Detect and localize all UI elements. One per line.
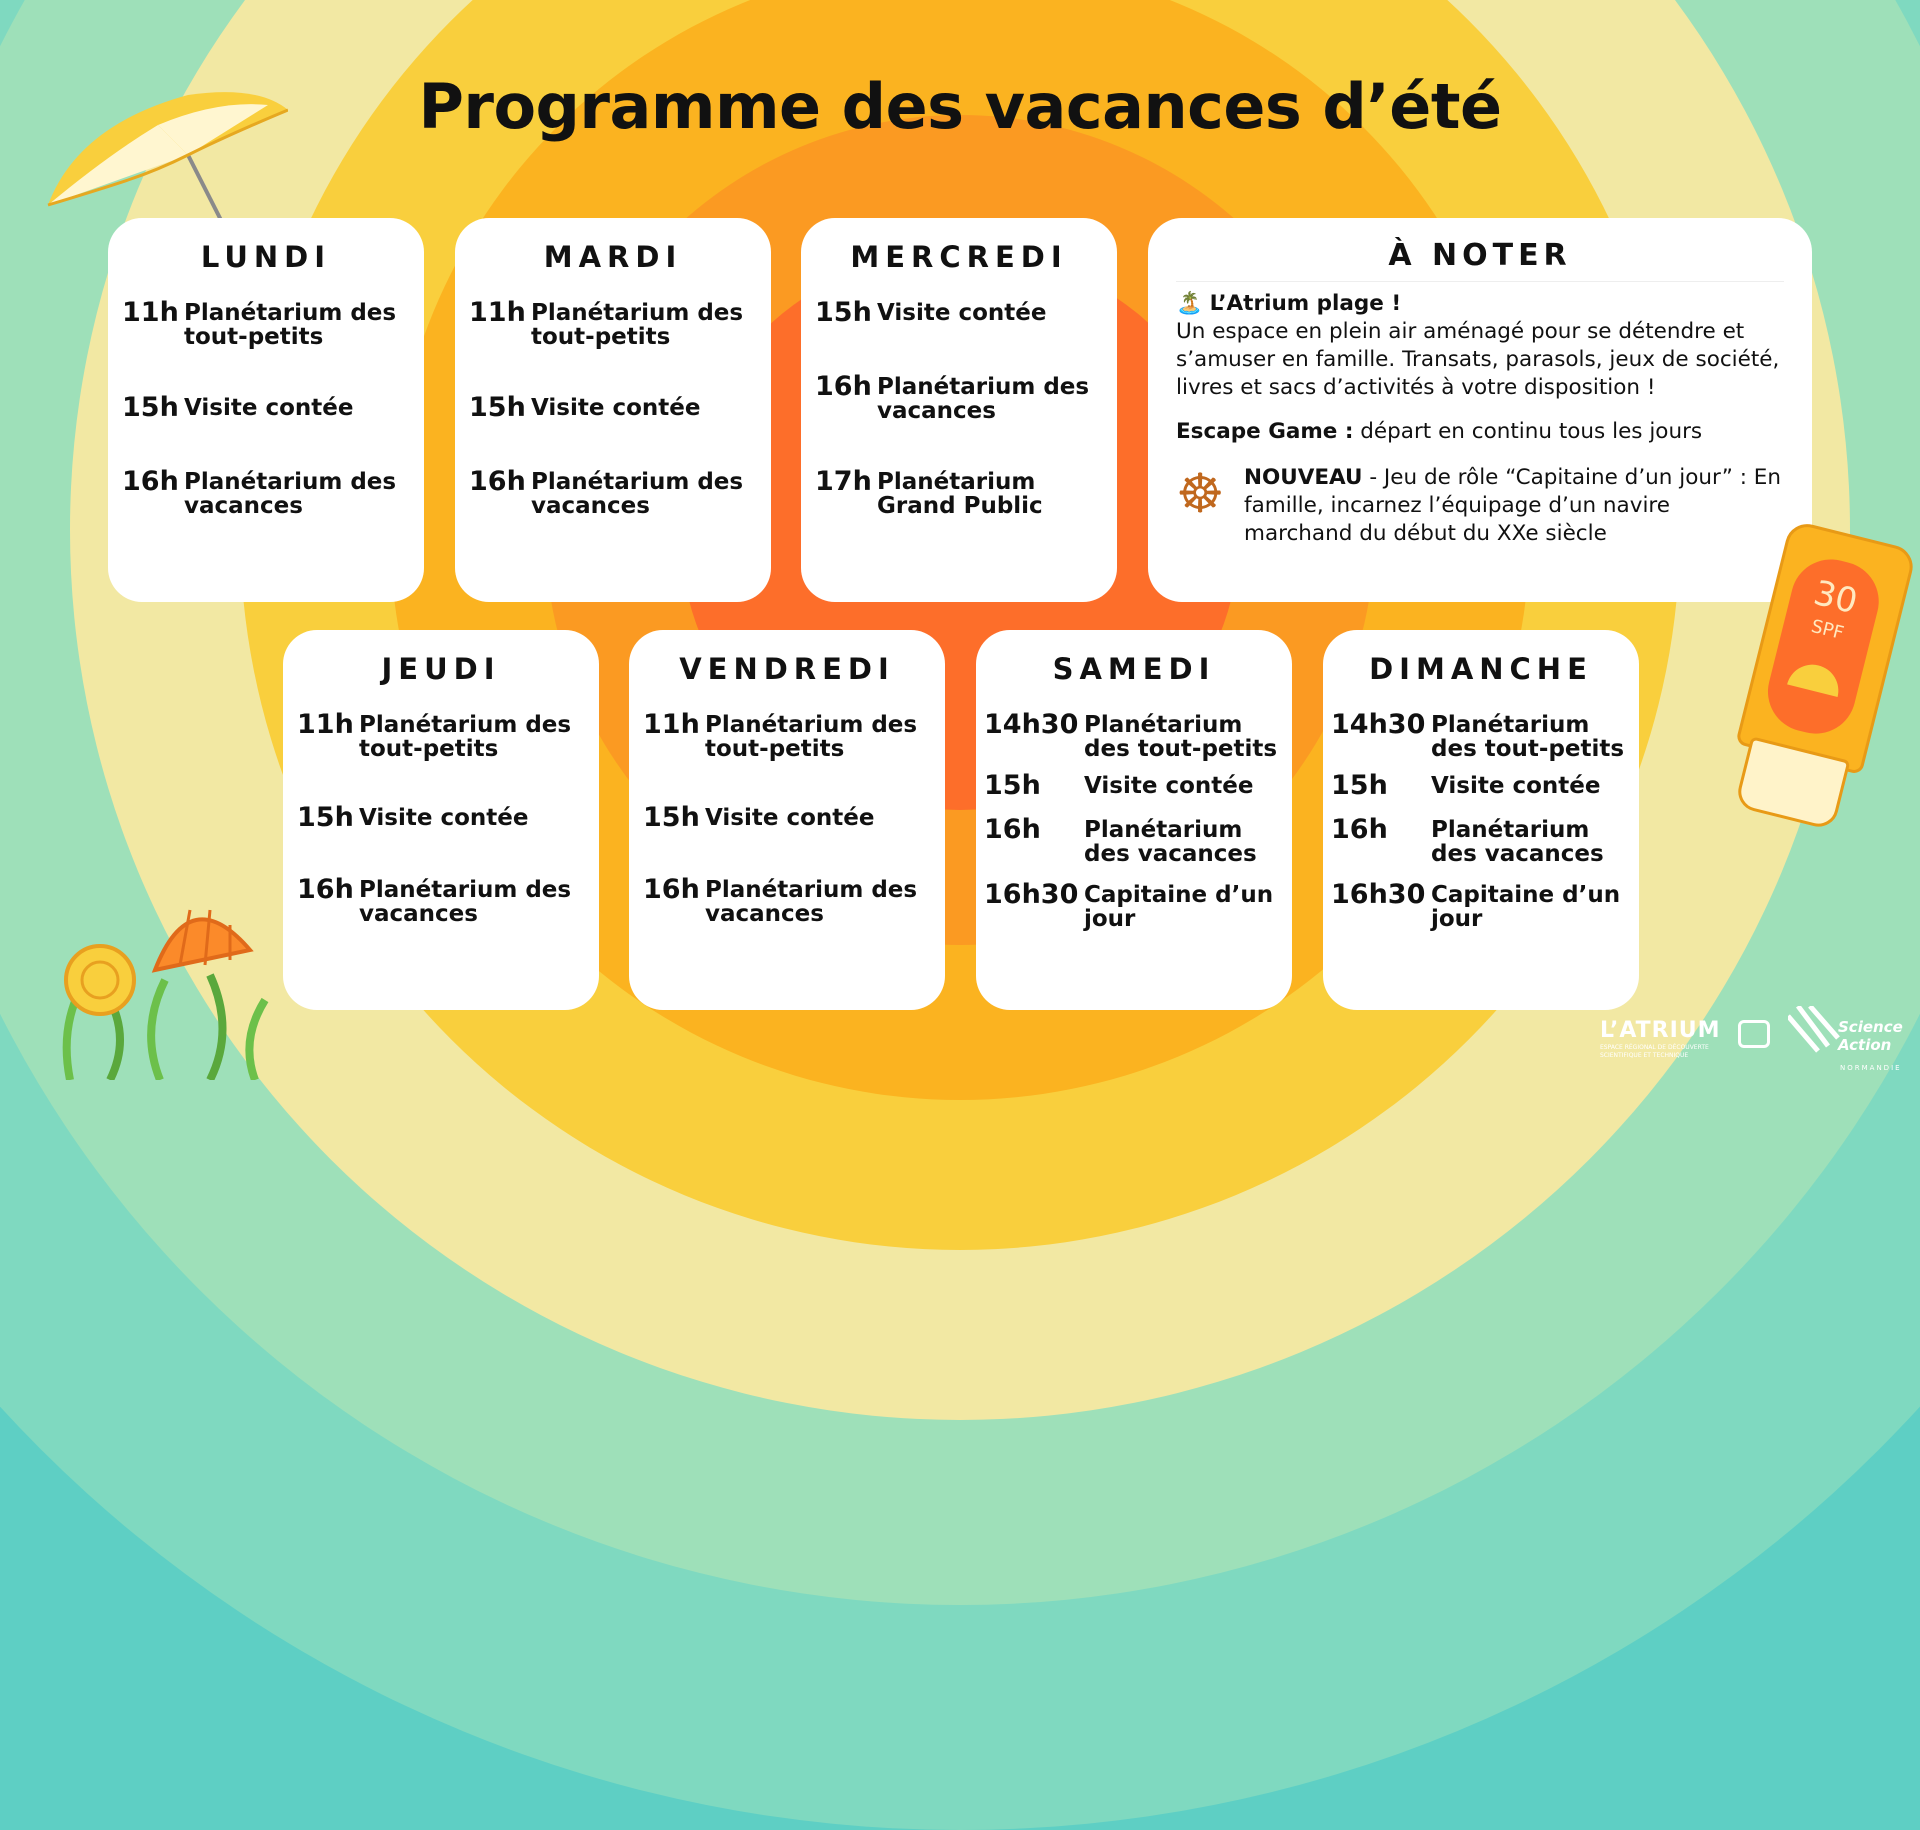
ship-wheel-icon: ☸ [1176,462,1225,525]
slot-activity: Planétarium des tout-petits [359,712,572,762]
schedule-row [984,771,1284,801]
island-icon: 🏝️ [1176,291,1203,316]
schedule-row [469,393,757,423]
schedule-row [122,393,410,423]
slot-activity: Visite contée [877,300,1047,326]
day-title: DIMANCHE [1369,652,1593,686]
slot-time: 16h [984,814,1041,845]
slot-activity: Planétarium des tout-petits [705,712,918,762]
slot-time: 11h [469,297,526,328]
science-action-logo: Science Action [1838,1018,1903,1054]
notes-title: À NOTER [1176,238,1784,282]
slot-time: 17h [815,466,872,497]
spf-label: SPF [1809,615,1846,645]
slot-activity: Planétarium des tout-petits [1084,712,1278,762]
science-action-logo-subtitle: NORMANDIE [1840,1064,1902,1072]
slot-time: 16h [815,371,872,402]
slot-activity: Planétarium des tout-petits [531,300,744,350]
day-card-samedi [976,630,1292,1010]
day-card-jeudi [283,630,599,1010]
beach-note [1176,290,1784,318]
new-activity-note [1176,464,1784,548]
science-action-logo-icon [1788,1006,1844,1056]
slot-time: 15h [1331,770,1388,801]
day-title: SAMEDI [1052,652,1216,686]
new-activity-text: - Jeu de rôle “Capitaine d’un jour” : En famille, incarnez l’équipage d’un navire marchand du début du XXe siècle [1244,465,1782,546]
schedule-row [1331,771,1631,801]
schedule-row [984,815,1284,866]
slot-activity: Planétarium des vacances [531,469,744,519]
day-title: MARDI [543,240,683,274]
schedule-row [815,467,1103,518]
day-title: LUNDI [200,240,332,274]
slot-time: 14h30 [1331,709,1426,740]
slot-time: 15h [815,297,872,328]
slot-time: 16h [122,466,179,497]
notes-card [1148,218,1812,602]
schedule-row [297,803,585,833]
slot-activity: Planétarium des tout-petits [184,300,397,350]
slot-time: 11h [122,297,179,328]
escape-game-label: Escape Game : [1176,419,1354,444]
slot-time: 16h30 [984,879,1079,910]
schedule-row [815,298,1103,328]
schedule-row [297,875,585,926]
slot-activity: Planétarium des vacances [1084,817,1257,867]
atrium-logo: L’ATRIUM [1600,1018,1721,1043]
day-title: JEUDI [381,652,501,686]
slot-activity: Visite contée [184,395,354,421]
slot-activity: Planétarium des vacances [184,469,397,519]
day-title: MERCREDI [850,240,1068,274]
slot-time: 15h [297,802,354,833]
slot-activity: Planétarium Grand Public [877,469,1043,519]
schedule-row [297,710,585,761]
day-card-dimanche [1323,630,1639,1010]
slot-time: 15h [643,802,700,833]
schedule-row [643,803,931,833]
slot-activity: Capitaine d’un jour [1431,882,1621,932]
slot-time: 14h30 [984,709,1079,740]
slot-activity: Visite contée [359,805,529,831]
schedule-row [815,372,1103,423]
slot-time: 16h [1331,814,1388,845]
slot-activity: Planétarium des vacances [1431,817,1604,867]
schedule-row [469,467,757,518]
schedule-row [643,875,931,926]
escape-game-text: départ en continu tous les jours [1360,419,1703,444]
slot-time: 16h [469,466,526,497]
slot-time: 11h [643,709,700,740]
page-title: Programme des vacances d’été [418,70,1502,143]
slot-activity: Visite contée [531,395,701,421]
beach-note-text: Un espace en plein air aménagé pour se détendre et s’amuser en famille. Transats, parasols, jeux de société, livres et sacs d’activités à votre disposition ! [1176,319,1780,400]
atrium-logo-subtitle: ESPACE RÉGIONAL DE DÉCOUVERTE SCIENTIFIQUE ET TECHNIQUE [1600,1044,1709,1059]
slot-time: 16h [297,874,354,905]
schedule-row [984,880,1284,931]
new-label: NOUVEAU [1244,465,1363,490]
schedule-row [1331,815,1631,866]
day-card-mercredi [801,218,1117,602]
schedule-row [643,710,931,761]
slot-activity: Visite contée [1431,773,1601,799]
slot-activity: Planétarium des vacances [359,877,572,927]
schedule-row [1331,880,1631,931]
slot-time: 16h [643,874,700,905]
schedule-row [469,298,757,349]
beach-note-title: L’Atrium plage ! [1209,291,1402,316]
region-logo-icon [1738,1020,1770,1048]
slot-activity: Visite contée [705,805,875,831]
day-card-mardi [455,218,771,602]
schedule-row [984,710,1284,761]
slot-time: 15h [984,770,1041,801]
day-card-lundi [108,218,424,602]
slot-activity: Planétarium des vacances [705,877,918,927]
slot-time: 11h [297,709,354,740]
slot-time: 15h [469,392,526,423]
slot-activity: Planétarium des tout-petits [1431,712,1625,762]
spf-number: 30 [1809,572,1862,623]
day-card-vendredi [629,630,945,1010]
slot-time: 15h [122,392,179,423]
slot-time: 16h30 [1331,879,1426,910]
seaweed-shells-icon [40,880,300,1080]
slot-activity: Capitaine d’un jour [1084,882,1274,932]
slot-activity: Visite contée [1084,773,1254,799]
slot-activity: Planétarium des vacances [877,374,1090,424]
schedule-row [122,298,410,349]
schedule-row [122,467,410,518]
escape-game-note [1176,418,1784,446]
day-title: VENDREDI [679,652,895,686]
schedule-row [1331,710,1631,761]
